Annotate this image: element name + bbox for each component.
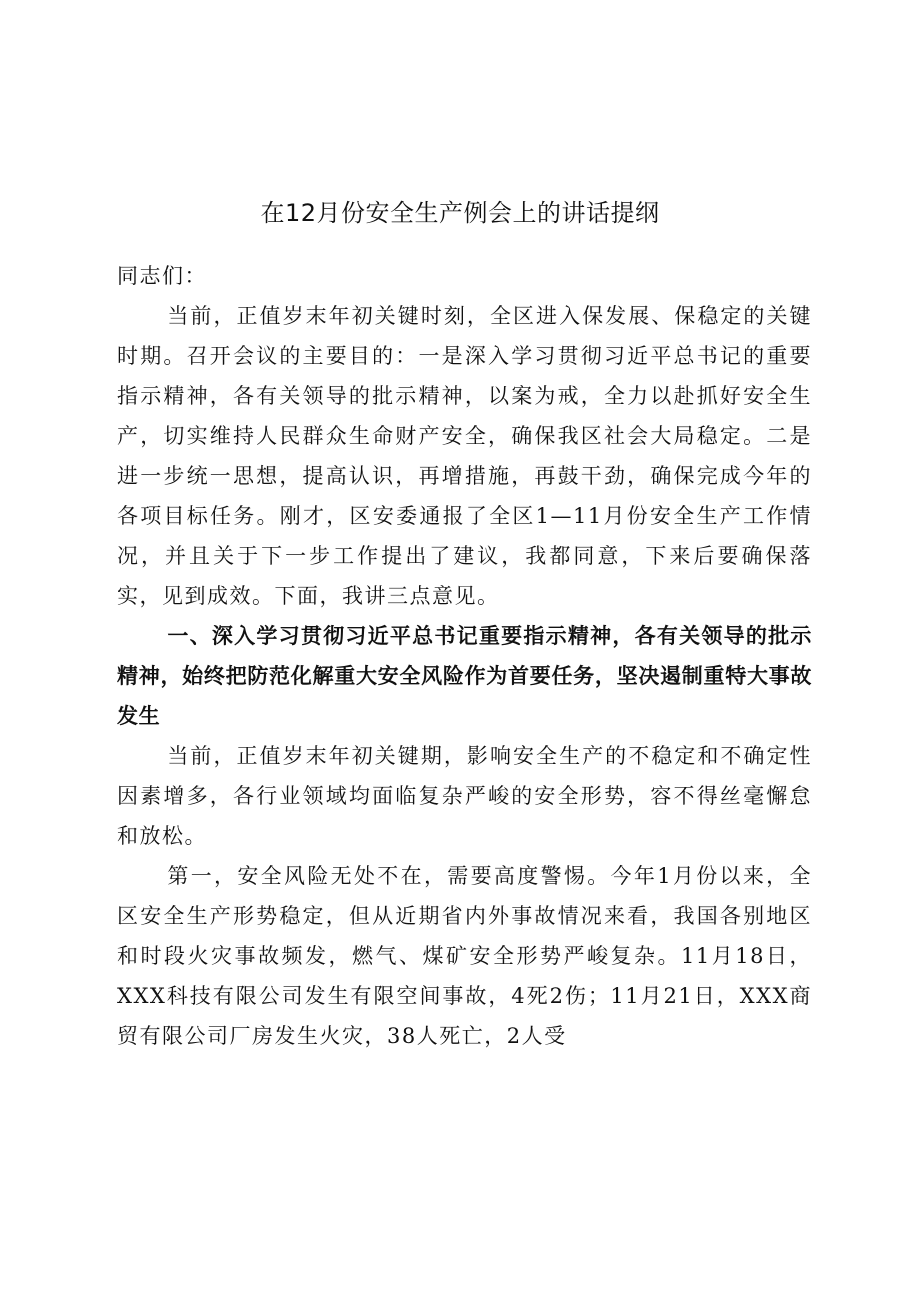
- document-title: 在12月份安全生产例会上的讲话提纲: [260, 199, 660, 227]
- section-heading-1: 一、深入学习贯彻习近平总书记重要指示精神，各有关领导的批示精神，始终把防范化解重大安全风险作为首要任务，坚决遏制重特大事故发生: [117, 624, 812, 728]
- paragraph-risk: 第一，安全风险无处不在，需要高度警惕。今年1月份以来，全区安全生产形势稳定，但从近期省内外事故情况来看，我国各别地区和时段火灾事故频发，燃气、煤矿安全形势严峻复杂。11月18日，XXX科技有限公司发生有限空间事故，4死2伤；11月21日，XXX商贸有限公司厂房发生火灾，38人死亡，2人受: [117, 864, 812, 1048]
- paragraph-opening: 当前，正值岁末年初关键时刻，全区进入保发展、保稳定的关键时期。召开会议的主要目的：一是深入学习贯彻习近平总书记的重要指示精神，各有关领导的批示精神，以案为戒，全力以赴抓好安全生产，切实维持人民群众生命财产安全，确保我区社会大局稳定。二是进一步统一思想，提高认识，再增措施，再鼓干劲，确保完成今年的各项目标任务。刚才，区安委通报了全区1—11月份安全生产工作情况，并且关于下一步工作提出了建议，我都同意，下来后要确保落实，见到成效。下面，我讲三点意见。: [117, 304, 812, 608]
- paragraph-situation: 当前，正值岁末年初关键期，影响安全生产的不稳定和不确定性因素增多，各行业领域均面临复杂严峻的安全形势，容不得丝毫懈怠和放松。: [117, 744, 812, 848]
- document-body: [117, 256, 812, 1056]
- salutation: 同志们：: [117, 264, 207, 288]
